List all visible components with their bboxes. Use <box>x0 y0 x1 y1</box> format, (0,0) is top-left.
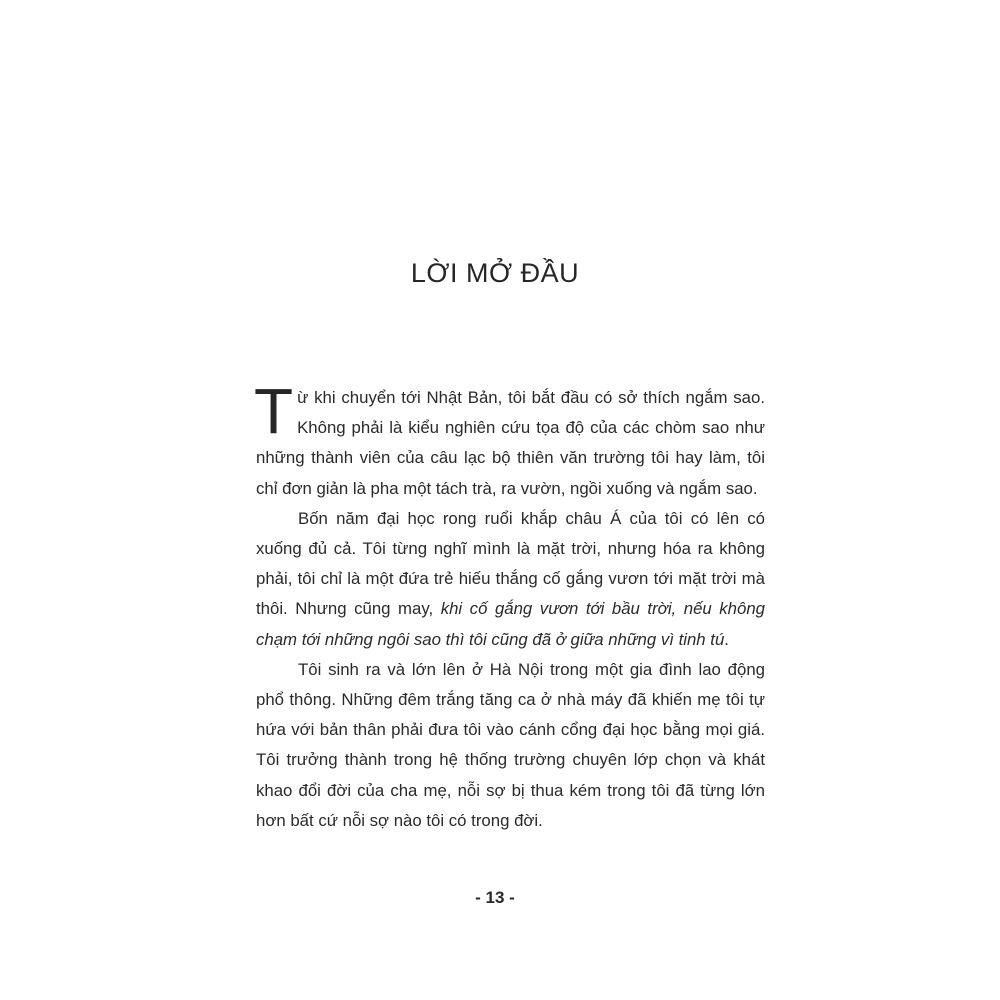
paragraph-3 <box>256 655 765 836</box>
paragraph-2-text: Bốn năm đại học rong ruổi khắp châu Á của tôi có lên có xuống đủ cả. Tôi từng nghĩ mình là mặt trời, nhưng hóa ra không phải, tôi chỉ là một đứa trẻ hiếu thắng cố gắng vươn tới mặt trời mà thôi. Nhưng cũng may, <box>256 508 765 619</box>
page-number: - 13 - <box>475 888 515 907</box>
paragraph-2 <box>256 504 765 655</box>
paragraph-3-text: Tôi sinh ra và lớn lên ở Hà Nội trong một gia đình lao động phổ thông. Những đêm trắng tăng ca ở nhà máy đã khiến mẹ tôi tự hứa với bản thân phải đưa tôi vào cánh cổng đại học bằng mọi giá. Tôi trưởng thành trong hệ thống trường chuyên lớp chọn và khát khao đổi đời của cha mẹ, nỗi sợ bị thua kém trong tôi đã từng lớn hơn bất cứ nỗi sợ nào tôi có trong đời. <box>256 659 765 830</box>
paragraph-1 <box>254 375 765 504</box>
paragraph-2-italic-quote: khi cố gắng vươn tới bầu trời, nếu không chạm tới những ngôi sao thì tôi cũng đã ở giữa những vì tinh tú <box>256 599 765 649</box>
paragraph-2-end: . <box>724 629 729 649</box>
body-text <box>254 375 765 836</box>
drop-cap: T <box>254 375 294 447</box>
chapter-title: LỜI MỞ ĐẦU <box>410 258 580 288</box>
paragraph-1-text: ừ khi chuyển tới Nhật Bản, tôi bắt đầu có sở thích ngắm sao. Không phải là kiểu nghiên cứu tọa độ của các chòm sao như những thành viên của câu lạc bộ thiên văn trường tôi hay làm, tôi chỉ đơn giản là pha một tách trà, ra vườn, ngồi xuống và ngắm sao. <box>256 388 765 498</box>
